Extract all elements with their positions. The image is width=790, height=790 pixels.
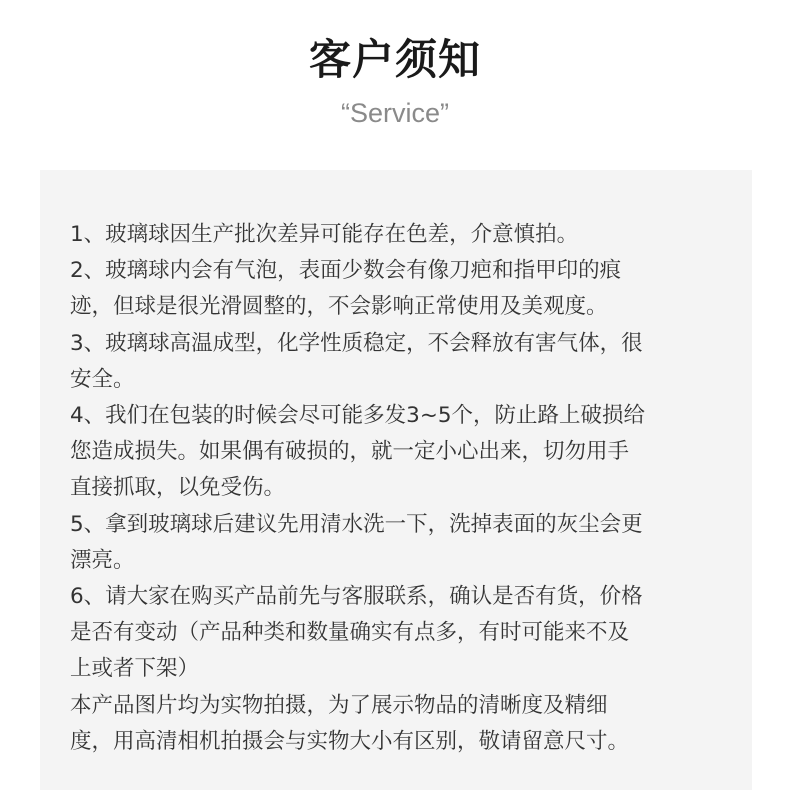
- notice-line: 1、玻璃球因生产批次差异可能存在色差，介意慎拍。: [70, 222, 579, 247]
- notice-line: 安全。: [70, 366, 135, 392]
- notice-text: [70, 217, 740, 760]
- page-title: 客户须知: [308, 35, 481, 84]
- page-subtitle: “Service”: [340, 98, 449, 128]
- notice-line: 您造成损失。如果偶有破损的，就一定小心出来，切勿用手: [70, 439, 630, 465]
- notice-line: 直接抓取，以免受伤。: [70, 475, 286, 501]
- notice-line: 6、请大家在购买产品前先与客服联系，确认是否有货，价格: [70, 584, 643, 610]
- notice-line: 上或者下架）: [70, 656, 200, 682]
- notice-line: 3、玻璃球高温成型，化学性质稳定，不会释放有害气体，很: [70, 330, 643, 356]
- notice-line: 2、玻璃球内会有气泡，表面少数会有像刀疤和指甲印的痕: [70, 258, 622, 284]
- notice-line: 是否有变动（产品种类和数量确实有点多，有时可能来不及: [70, 620, 630, 646]
- notice-panel: [40, 170, 752, 790]
- notice-line: 度，用高清相机拍摄会与实物大小有区别，敬请留意尺寸。: [70, 728, 630, 754]
- notice-line: 5、拿到玻璃球后建议先用清水洗一下，洗掉表面的灰尘会更: [70, 511, 643, 537]
- notice-line: 本产品图片均为实物拍摄，为了展示物品的清晰度及精细: [70, 692, 608, 718]
- notice-line: 漂亮。: [70, 547, 135, 573]
- notice-line: 4、我们在包装的时候会尽可能多发3~5个，防止路上破损给: [70, 403, 646, 429]
- notice-line: 迹，但球是很光滑圆整的，不会影响正常使用及美观度。: [70, 294, 608, 320]
